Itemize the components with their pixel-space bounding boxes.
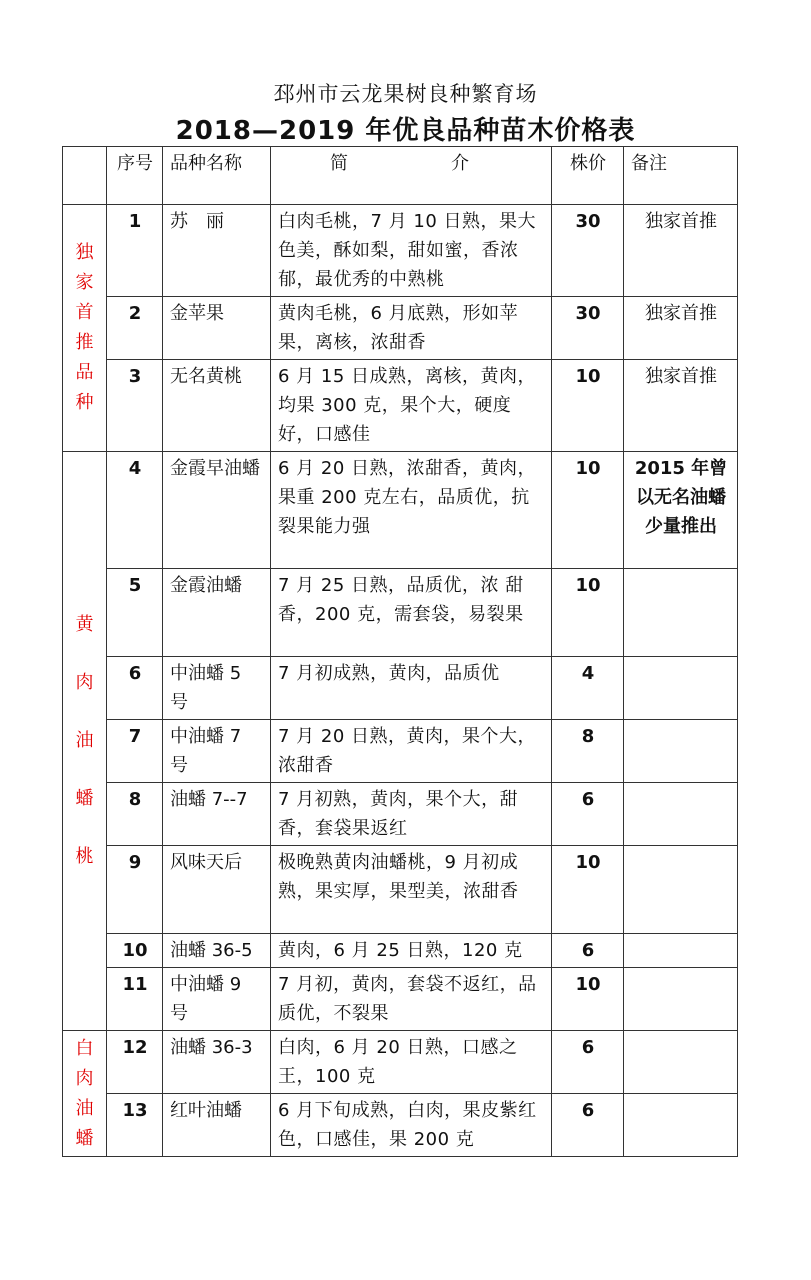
row-price: 6 [552, 783, 624, 846]
row-num: 6 [107, 657, 163, 720]
row-price: 4 [552, 657, 624, 720]
header-intro-right: 介 [451, 153, 469, 174]
table-row [63, 1031, 738, 1094]
row-desc: 6 月 20 日熟，浓甜香，黄肉，果重 200 克左右，品质优，抗裂果能力强 [271, 452, 552, 569]
row-price: 10 [552, 360, 624, 452]
row-name: 金霞早油蟠 [163, 452, 271, 569]
row-price: 6 [552, 1094, 624, 1157]
row-desc: 7 月初成熟，黄肉，品质优 [271, 657, 552, 720]
row-desc: 6 月下旬成熟，白肉，果皮紫红色，口感佳，果 200 克 [271, 1094, 552, 1157]
row-num: 3 [107, 360, 163, 452]
row-desc: 白肉，6 月 20 日熟，口感之王，100 克 [271, 1031, 552, 1094]
table-row [63, 934, 738, 968]
table-row [63, 720, 738, 783]
row-name: 油蟠 36-5 [163, 934, 271, 968]
table-row [63, 657, 738, 720]
row-price: 8 [552, 720, 624, 783]
row-note [624, 968, 738, 1031]
header-name: 品种名称 [163, 147, 271, 205]
row-num: 7 [107, 720, 163, 783]
row-num: 9 [107, 846, 163, 934]
row-desc: 黄肉毛桃，6 月底熟，形如苹果，离核，浓甜香 [271, 297, 552, 360]
row-num: 5 [107, 569, 163, 657]
header-intro-left: 简 [330, 153, 348, 174]
row-desc: 6 月 15 日成熟，离核，黄肉，均果 300 克，果个大，硬度好，口感佳 [271, 360, 552, 452]
category-cell [63, 205, 107, 452]
table-row [63, 360, 738, 452]
row-num: 8 [107, 783, 163, 846]
table-row [63, 1094, 738, 1157]
table-row [63, 297, 738, 360]
row-price: 6 [552, 934, 624, 968]
org-name: 邳州市云龙果树良种繁育场 [273, 82, 538, 106]
row-num: 2 [107, 297, 163, 360]
row-price: 30 [552, 205, 624, 297]
row-note: 独家首推 [624, 360, 738, 452]
table-row [63, 846, 738, 934]
row-price: 6 [552, 1031, 624, 1094]
row-note [624, 1031, 738, 1094]
row-note: 独家首推 [624, 297, 738, 360]
row-name: 中油蟠 7 号 [163, 720, 271, 783]
row-price: 30 [552, 297, 624, 360]
header-note: 备注 [624, 147, 738, 205]
row-note: 2015 年曾以无名油蟠少量推出 [624, 452, 738, 569]
row-price: 10 [552, 968, 624, 1031]
row-desc: 7 月 20 日熟，黄肉，果个大，浓甜香 [271, 720, 552, 783]
row-name: 油蟠 7--7 [163, 783, 271, 846]
row-name: 金霞油蟠 [163, 569, 271, 657]
row-note [624, 657, 738, 720]
row-num: 4 [107, 452, 163, 569]
header-intro [271, 147, 552, 205]
table-row [63, 452, 738, 569]
table-header-row [63, 147, 738, 205]
row-num: 11 [107, 968, 163, 1031]
row-num: 10 [107, 934, 163, 968]
category-label: 独家首推品种 [75, 242, 94, 413]
row-name: 油蟠 36-3 [163, 1031, 271, 1094]
page-title: 2018—2019 年优良品种苗木价格表 [175, 116, 636, 146]
row-note [624, 720, 738, 783]
row-name: 金苹果 [163, 297, 271, 360]
row-name: 中油蟠 5 号 [163, 657, 271, 720]
row-name: 中油蟠 9 号 [163, 968, 271, 1031]
table-row [63, 783, 738, 846]
row-price: 10 [552, 569, 624, 657]
row-note [624, 934, 738, 968]
row-num: 13 [107, 1094, 163, 1157]
table-row [63, 968, 738, 1031]
row-price: 10 [552, 846, 624, 934]
row-note [624, 1094, 738, 1157]
row-desc: 黄肉，6 月 25 日熟，120 克 [271, 934, 552, 968]
row-price: 10 [552, 452, 624, 569]
row-note [624, 783, 738, 846]
row-name: 红叶油蟠 [163, 1094, 271, 1157]
row-note [624, 846, 738, 934]
row-name: 苏 丽 [163, 205, 271, 297]
row-desc: 极晚熟黄肉油蟠桃，9 月初成熟，果实厚，果型美，浓甜香 [271, 846, 552, 934]
row-note: 独家首推 [624, 205, 738, 297]
category-cell [63, 452, 107, 1031]
price-table [62, 146, 738, 1157]
row-num: 12 [107, 1031, 163, 1094]
category-cell [63, 1031, 107, 1157]
header-seq: 序号 [107, 147, 163, 205]
row-num: 1 [107, 205, 163, 297]
row-desc: 7 月初熟，黄肉，果个大，甜香，套袋果返红 [271, 783, 552, 846]
header-category-cell [63, 147, 107, 205]
row-name: 无名黄桃 [163, 360, 271, 452]
row-desc: 白肉毛桃，7 月 10 日熟，果大色美，酥如梨，甜如蜜，香浓郁，最优秀的中熟桃 [271, 205, 552, 297]
table-row [63, 569, 738, 657]
row-note [624, 569, 738, 657]
category-label: 黄肉油蟠桃 [75, 614, 94, 867]
header-price: 株价 [552, 147, 624, 205]
category-label: 白肉油蟠 [75, 1037, 94, 1149]
row-name: 风味天后 [163, 846, 271, 934]
row-desc: 7 月初，黄肉，套袋不返红，品质优，不裂果 [271, 968, 552, 1031]
table-row [63, 205, 738, 297]
row-desc: 7 月 25 日熟，品质优，浓 甜香，200 克，需套袋，易裂果 [271, 569, 552, 657]
